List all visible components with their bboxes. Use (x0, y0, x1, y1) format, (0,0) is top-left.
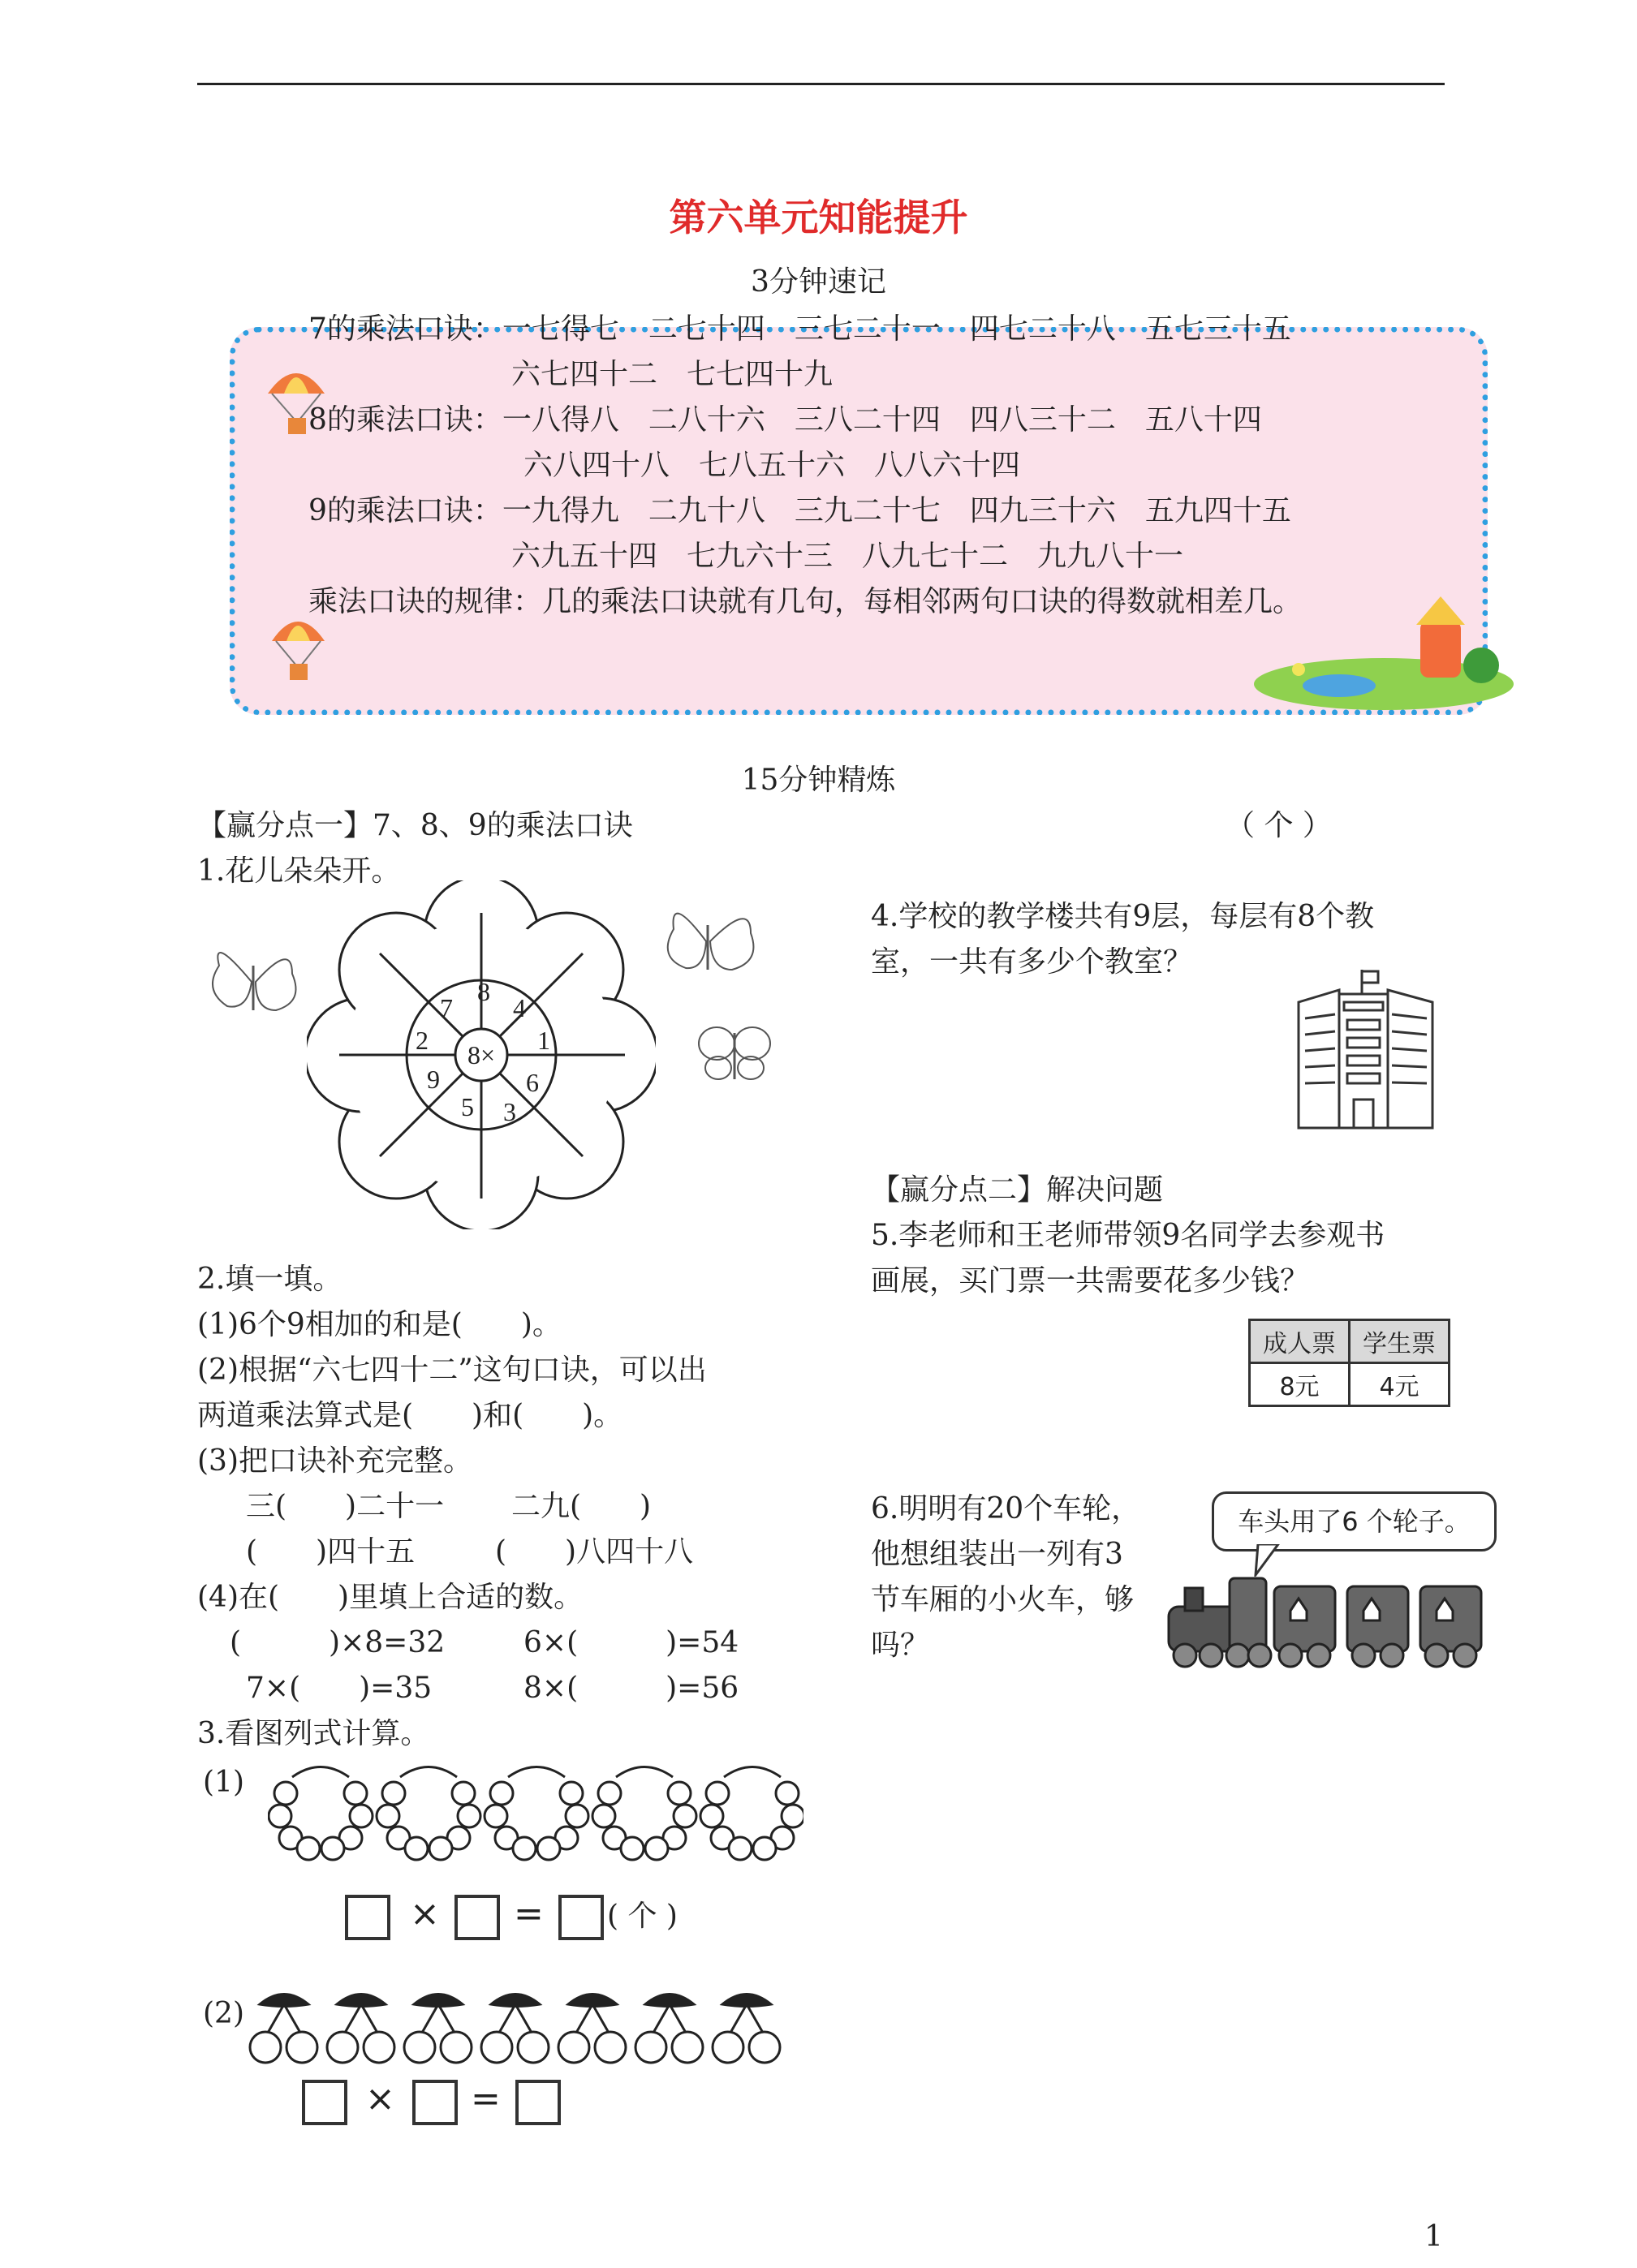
cherries-illustration (248, 1988, 799, 2069)
flower-number: 5 (461, 1092, 474, 1121)
memo-rule: 乘法口诀的规律：几的乘法口诀就有几句，每相邻两句口诀的得数就相差几。 (308, 585, 1303, 618)
flower-number: 6 (526, 1068, 539, 1097)
question-2-3c: ( )四十五 (246, 1535, 416, 1569)
question-2-4c: 7×( )=35 (246, 1672, 433, 1705)
question-2-2a: (2)根据“六七四十二”这句口诀，可以出 (197, 1353, 707, 1387)
question-6d: 吗？ (871, 1629, 930, 1662)
question-4a: 4.学校的教学楼共有9层，每层有8个教 (871, 900, 1375, 933)
bead-groups-illustration (268, 1761, 803, 1866)
section2-heading: 【赢分点二】解决问题 (871, 1173, 1164, 1207)
table-header: 成人票 (1250, 1320, 1350, 1363)
question-6b: 他想组装出一列有3 (871, 1538, 1123, 1571)
answer-box[interactable] (412, 2080, 458, 2125)
question-3-1-label: (1) (203, 1766, 244, 1799)
answer-box[interactable] (515, 2080, 561, 2125)
flower-number: 8 (477, 977, 490, 1006)
question-2-4b: 6×( )=54 (523, 1626, 739, 1659)
flower-number: 7 (440, 993, 453, 1022)
memo-line-7b: 六七四十二 七七四十九 (511, 358, 834, 391)
question-2: 2.填一填。 (197, 1263, 342, 1296)
question-2-4a: ( )×8=32 (230, 1626, 446, 1659)
answer-box[interactable] (558, 1895, 604, 1940)
school-building-illustration (1290, 970, 1441, 1132)
question-2-3d: ( )八四十八 (495, 1535, 694, 1569)
flower-center: 8× (467, 1040, 496, 1069)
memo-line-9b: 六九五十四 七九六十三 八九七十二 九九八十一 (511, 540, 1184, 573)
flower-number: 4 (513, 993, 526, 1022)
unit-label: ( 个 ) (607, 1900, 678, 1933)
page-title: 第六单元知能提升 (669, 196, 968, 239)
flower-number: 9 (427, 1065, 440, 1094)
memo-line-9a: 9的乘法口诀：一九得九 二九十八 三九二十七 四九三十六 五九四十五 (308, 494, 1291, 527)
question-3: 3.看图列式计算。 (197, 1717, 430, 1750)
question-4b: 室，一共有多少个教室？ (871, 945, 1193, 979)
memo-line-8b: 六八四十八 七八五十六 八八六十四 (523, 449, 1021, 482)
memo-heading: 3分钟速记 (751, 265, 886, 299)
table-header: 学生票 (1350, 1320, 1450, 1363)
times-sign: × (410, 1893, 440, 1934)
times-sign: × (365, 2078, 395, 2120)
speech-bubble: 车头用了6 个轮子。 (1212, 1491, 1497, 1551)
answer-box[interactable] (345, 1895, 390, 1940)
question-2-2b: 两道乘法算式是( )和( )。 (197, 1399, 623, 1432)
answer-box[interactable] (302, 2080, 347, 2125)
butterfly-icon (694, 1021, 775, 1086)
question-2-3a: 三( )二十一 (246, 1490, 445, 1523)
flower-diagram (307, 880, 656, 1229)
memo-line-7a: 7的乘法口诀：一七得七 二七十四 三七二十一 四七二十八 五七三十五 (308, 312, 1291, 346)
question-5a: 5.李老师和王老师带领9名同学去参观书 (871, 1219, 1385, 1252)
section1-heading: 【赢分点一】7、8、9的乘法口诀 (197, 809, 633, 842)
ticket-price-table (1248, 1319, 1450, 1407)
toy-train-illustration (1161, 1570, 1493, 1672)
top-rule (197, 83, 1445, 85)
answer-box[interactable] (454, 1895, 500, 1940)
equals-sign: = (471, 2078, 501, 2120)
table-cell: 4元 (1350, 1363, 1450, 1406)
equals-sign: = (514, 1893, 544, 1934)
question-5b: 画展，买门票一共需要花多少钱？ (871, 1264, 1310, 1298)
question-2-1: (1)6个9相加的和是( )。 (197, 1308, 562, 1341)
memo-line-8a: 8的乘法口诀：一八得八 二八十六 三八二十四 四八三十二 五八十四 (308, 403, 1262, 437)
butterfly-icon (657, 897, 763, 986)
question-6c: 节车厢的小火车，够 (871, 1583, 1135, 1616)
question-2-3: (3)把口诀补充完整。 (197, 1444, 472, 1478)
flower-number: 3 (503, 1097, 516, 1126)
practice-heading: 15分钟精炼 (741, 764, 896, 797)
question-2-4: (4)在( )里填上合适的数。 (197, 1581, 584, 1614)
question-2-3b: 二九( ) (511, 1490, 652, 1523)
unit-label: （ 个 ） (1226, 809, 1332, 842)
question-6a: 6.明明有20个车轮， (871, 1492, 1141, 1526)
flower-number: 1 (537, 1026, 550, 1055)
parachute-icon (268, 610, 329, 683)
question-3-2-label: (2) (203, 1997, 244, 2030)
page-number: 1 (1424, 2220, 1443, 2253)
question-2-4d: 8×( )=56 (523, 1672, 739, 1705)
flower-number: 2 (416, 1026, 429, 1055)
table-cell: 8元 (1250, 1363, 1350, 1406)
butterfly-icon (203, 933, 308, 1022)
question-1: 1.花儿朵朵开。 (197, 854, 401, 888)
